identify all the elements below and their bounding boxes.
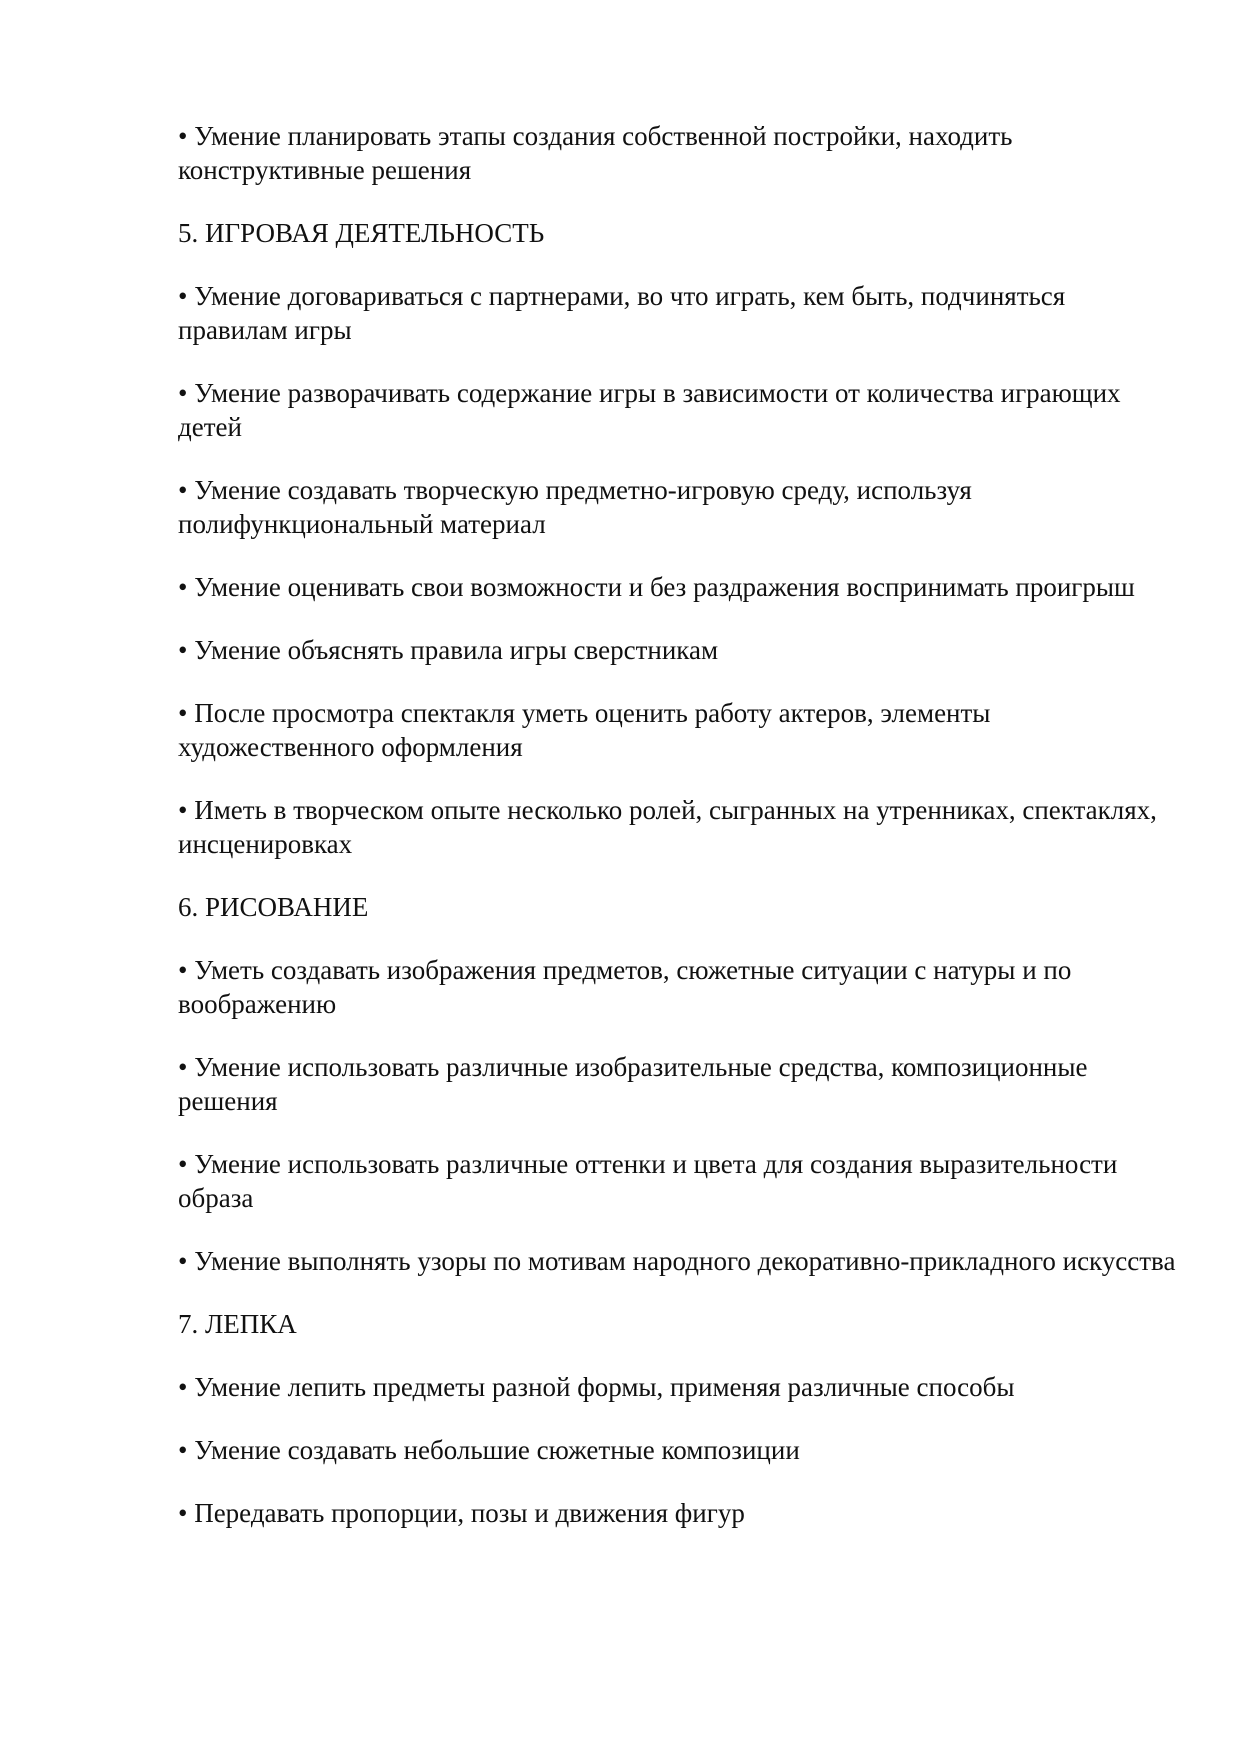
list-item: • Иметь в творческом опыте несколько ролей, сыгранных на утренниках, спектаклях, инсценировках (178, 795, 1157, 859)
list-item: • Умение выполнять узоры по мотивам народного декоративно-прикладного искусства (178, 1246, 1176, 1276)
list-item: • Передавать пропорции, позы и движения фигур (178, 1498, 745, 1528)
list-item: • Умение договариваться с партнерами, во что играть, кем быть, подчиняться правилам игры (178, 281, 1066, 345)
list-item: • Уметь создавать изображения предметов, сюжетные ситуации с натуры и по воображению (178, 955, 1072, 1019)
list-item: • Умение использовать различные оттенки и цвета для создания выразительности образа (178, 1149, 1118, 1213)
list-item: • Умение объяснять правила игры сверстникам (178, 635, 719, 665)
list-item: • Умение лепить предметы разной формы, применяя различные способы (178, 1372, 1015, 1402)
section-heading-modeling: 7. ЛЕПКА (178, 1309, 297, 1339)
list-item: • После просмотра спектакля уметь оценить работу актеров, элементы художественного оформления (178, 698, 991, 762)
list-item: • Умение создавать небольшие сюжетные композиции (178, 1435, 800, 1465)
list-item: • Умение разворачивать содержание игры в зависимости от количества играющих детей (178, 378, 1121, 442)
list-item: • Умение использовать различные изобразительные средства, композиционные решения (178, 1052, 1088, 1116)
list-item: • Умение создавать творческую предметно-игровую среду, используя полифункциональный материал (178, 475, 972, 539)
list-item: • Умение оценивать свои возможности и без раздражения воспринимать проигрыш (178, 572, 1135, 602)
document-page (178, 119, 1178, 1559)
list-item-planning: • Умение планировать этапы создания собственной постройки, находить конструктивные решения (178, 121, 1013, 185)
section-heading-drawing: 6. РИСОВАНИЕ (178, 892, 369, 922)
section-heading-game-activity: 5. ИГРОВАЯ ДЕЯТЕЛЬНОСТЬ (178, 218, 545, 248)
